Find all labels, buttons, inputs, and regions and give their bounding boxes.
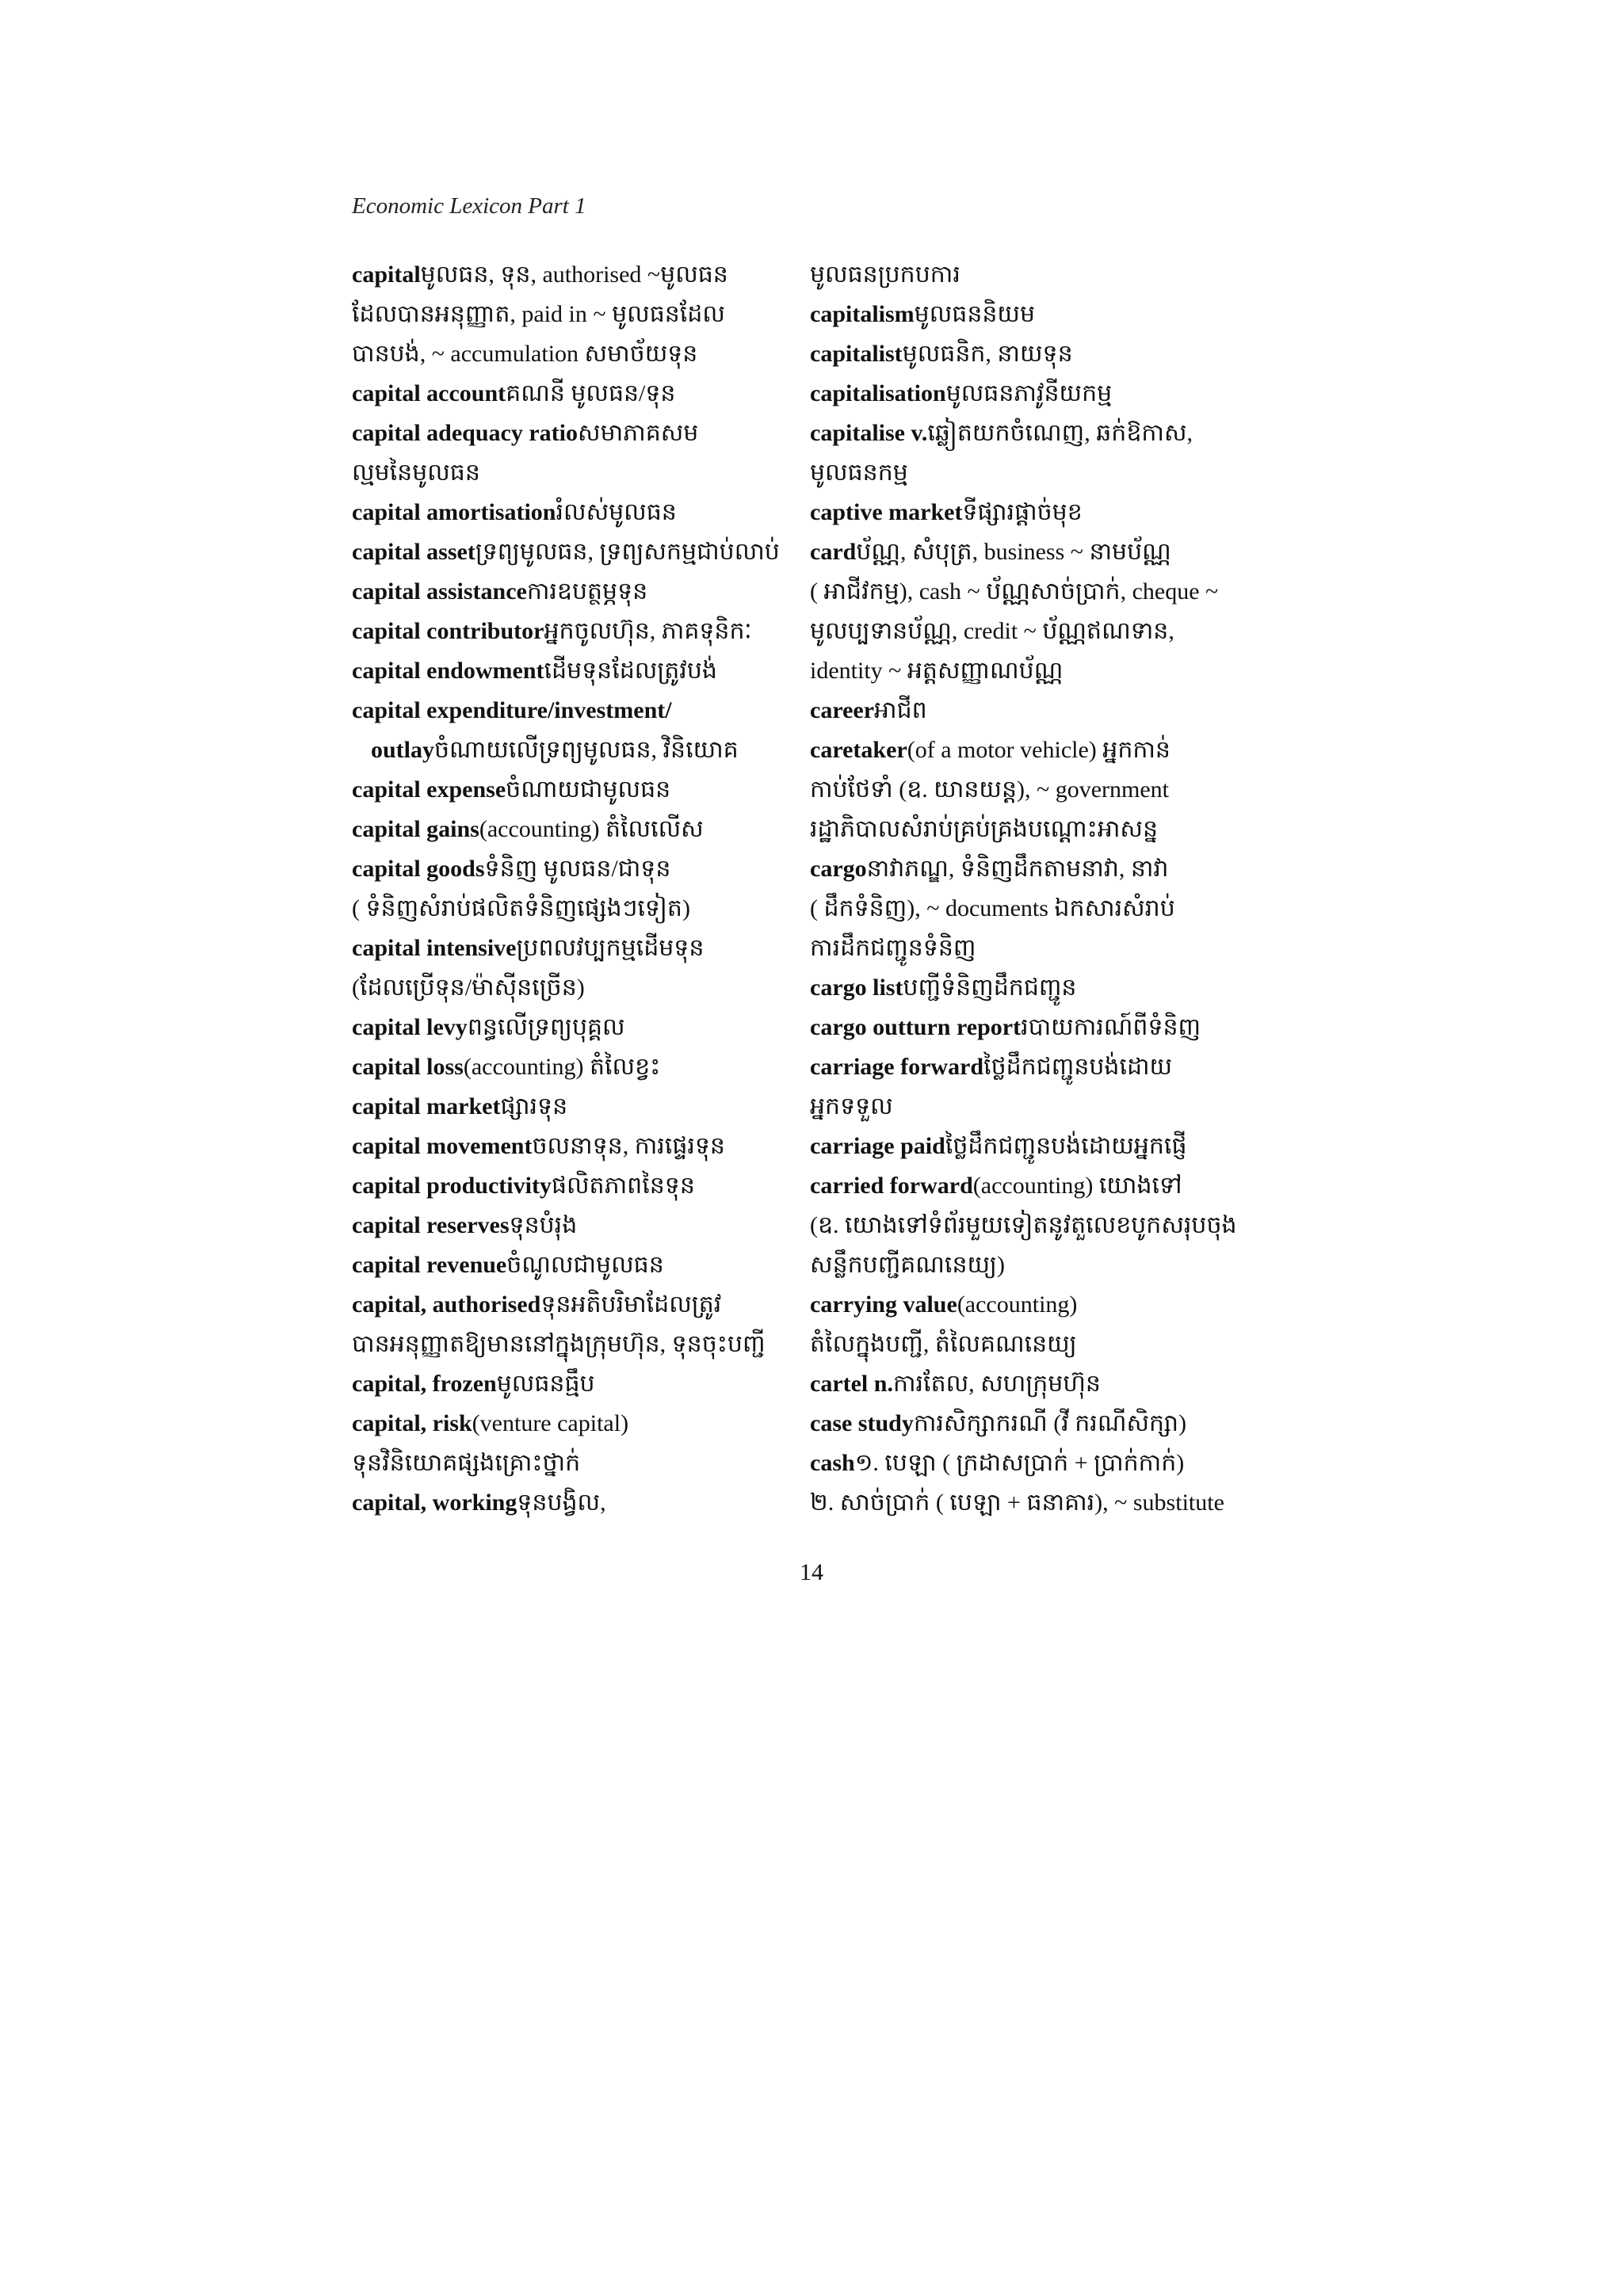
entry-line bbox=[810, 1404, 1285, 1444]
entry-headword: capitalise v. bbox=[810, 420, 928, 446]
entry-headword: carriage paid bbox=[810, 1133, 945, 1159]
entry-definition: មូលប្បទានប័ណ្ណ, credit ~ ប័ណ្ណឥណទាន, bbox=[810, 618, 1174, 644]
dictionary-entry bbox=[352, 1206, 796, 1245]
dictionary-entry bbox=[352, 691, 796, 770]
entry-headword: capital assistance bbox=[352, 578, 527, 605]
entry-definition: មូលធនកម្ម bbox=[810, 460, 908, 486]
entry-definition: ប័ណ្ណ, សំបុត្រ, business ~ នាមប័ណ្ណ bbox=[856, 539, 1171, 565]
entry-line bbox=[352, 1166, 796, 1206]
entry-headword: cargo outturn report bbox=[810, 1014, 1022, 1040]
dictionary-entry bbox=[352, 1245, 796, 1285]
entry-line bbox=[352, 1444, 796, 1483]
entry-definition: ល្មមនៃមូលធន bbox=[352, 460, 480, 486]
entry-line bbox=[352, 1008, 796, 1047]
dictionary-entry bbox=[352, 374, 796, 414]
entry-line bbox=[810, 255, 1285, 295]
entry-definition: ទ្រព្យមូលធន, ទ្រព្យសកម្មជាប់លាប់ bbox=[475, 539, 780, 565]
entry-line bbox=[810, 889, 1285, 929]
entry-definition: (accounting) តំលៃខ្វះ bbox=[463, 1054, 661, 1080]
entry-line bbox=[810, 651, 1285, 691]
entry-line bbox=[810, 1206, 1285, 1245]
running-title: Economic Lexicon Part 1 bbox=[352, 193, 586, 219]
entry-line bbox=[810, 770, 1285, 810]
entry-line bbox=[810, 1166, 1285, 1206]
entry-definition: ដែលបានអនុញ្ញាត, paid in ~ មូលធនដែល bbox=[352, 301, 725, 327]
entry-definition: ១. បេឡា ( ក្រដាសប្រាក់ + ប្រាក់កាក់) bbox=[854, 1450, 1185, 1476]
entry-headword: capitalist bbox=[810, 341, 903, 367]
entry-line bbox=[352, 1285, 796, 1325]
entry-definition: identity ~ អត្តសញ្ញាណប័ណ្ណ bbox=[810, 658, 1064, 684]
dictionary-entry bbox=[810, 1166, 1285, 1285]
dictionary-entry bbox=[352, 493, 796, 532]
entry-definition: មូលធនភាវូនីយកម្ម bbox=[945, 380, 1113, 406]
entry-line bbox=[352, 572, 796, 612]
entry-headword: cartel n. bbox=[810, 1371, 893, 1397]
entry-headword: capital amortisation bbox=[352, 499, 556, 525]
entry-definition: ការដឹកជញ្ជូនទំនិញ bbox=[810, 935, 976, 961]
entry-headword: carriage forward bbox=[810, 1054, 984, 1080]
entry-definition: សមាភាគសម bbox=[578, 420, 699, 446]
entry-definition: ទុនបង្វិល, bbox=[517, 1489, 606, 1516]
entry-headword: capital productivity bbox=[352, 1173, 552, 1199]
entry-definition: មូលធនប្រកបការ bbox=[810, 261, 960, 288]
left-column bbox=[352, 255, 796, 1523]
entry-line bbox=[352, 929, 796, 968]
entry-line bbox=[810, 612, 1285, 651]
entry-line bbox=[352, 334, 796, 374]
entry-line bbox=[810, 1285, 1285, 1325]
dictionary-entry bbox=[352, 1008, 796, 1047]
entry-headword: capital reserves bbox=[352, 1212, 510, 1238]
entry-headword: capital, frozen bbox=[352, 1371, 497, 1397]
entry-line bbox=[352, 651, 796, 691]
entry-line bbox=[352, 691, 796, 730]
entry-line bbox=[352, 453, 796, 493]
entry-line bbox=[352, 295, 796, 334]
entry-definition: អ្នកទទួល bbox=[810, 1093, 893, 1119]
dictionary-entry bbox=[810, 1444, 1285, 1523]
dictionary-entry bbox=[810, 1008, 1285, 1047]
entry-line bbox=[352, 1483, 796, 1523]
right-column bbox=[810, 255, 1285, 1523]
entry-line bbox=[810, 1047, 1285, 1087]
dictionary-entry bbox=[352, 414, 796, 493]
entry-line bbox=[810, 1008, 1285, 1047]
dictionary-entry bbox=[810, 295, 1285, 334]
entry-headword: card bbox=[810, 539, 857, 565]
entry-line bbox=[352, 532, 796, 572]
entry-headword: capital revenue bbox=[352, 1252, 507, 1278]
entry-line bbox=[352, 255, 796, 295]
entry-definition: ការឧបត្ថម្ភទុន bbox=[526, 578, 648, 605]
entry-definition: ទីផ្សារផ្តាច់មុខ bbox=[962, 499, 1083, 525]
entry-definition: ប្រពលវប្បកម្មដើមទុន bbox=[516, 935, 705, 961]
entry-headword: capital goods bbox=[352, 856, 485, 882]
entry-definition: ( ដឹកទំនិញ), ~ documents ឯកសារសំរាប់ bbox=[810, 895, 1175, 921]
entry-line bbox=[352, 374, 796, 414]
entry-definition: រំលស់មូលធន bbox=[556, 499, 677, 525]
entry-headword: captive market bbox=[810, 499, 963, 525]
entry-definition: តំលៃក្នុងបញ្ជី, តំលៃគណនេយ្យ bbox=[810, 1331, 1077, 1357]
entry-line bbox=[352, 1245, 796, 1285]
entry-definition: (venture capital) bbox=[472, 1410, 629, 1436]
entry-definition: ទុនបំរុង bbox=[509, 1212, 578, 1238]
entry-definition: (of a motor vehicle) អ្នកកាន់ bbox=[907, 737, 1170, 763]
entry-line bbox=[810, 1245, 1285, 1285]
entry-line bbox=[352, 1206, 796, 1245]
entry-definition: កាប់ថែទាំ (ឧ. យានយន្ត), ~ government bbox=[810, 776, 1170, 803]
entry-line bbox=[352, 889, 796, 929]
dictionary-entry bbox=[810, 493, 1285, 532]
entry-line bbox=[810, 1444, 1285, 1483]
entry-definition: សន្លឹកបញ្ជីគណនេយ្យ) bbox=[810, 1252, 1005, 1278]
entry-line bbox=[352, 1404, 796, 1444]
entry-definition: អាជីព bbox=[874, 697, 927, 723]
entry-headword: capital loss bbox=[352, 1054, 464, 1080]
entry-headword: cash bbox=[810, 1450, 855, 1476]
entry-line bbox=[352, 612, 796, 651]
entry-line bbox=[810, 453, 1285, 493]
entry-definition: (ឧ. យោងទៅទំព័រមួយទៀតនូវតួលេខបូកសរុបចុង bbox=[810, 1212, 1237, 1238]
entry-line bbox=[810, 295, 1285, 334]
entry-headword: capital market bbox=[352, 1093, 501, 1119]
entry-definition: រដ្ឋាភិបាលសំរាប់គ្រប់គ្រងបណ្តោះអាសន្ន bbox=[810, 816, 1159, 842]
entry-headword: carrying value bbox=[810, 1291, 957, 1318]
entry-headword: capitalisation bbox=[810, 380, 946, 406]
entry-definition: ការសិក្សាករណី (វី ករណីសិក្សា) bbox=[913, 1410, 1187, 1436]
entry-definition: គណនី មូលធន/ទុន bbox=[506, 380, 676, 406]
dictionary-entry bbox=[352, 929, 796, 1008]
entry-definition: ការតែល, សហក្រុមហ៊ុន bbox=[892, 1371, 1101, 1397]
entry-line bbox=[810, 691, 1285, 730]
entry-headword: capital expenditure/investment/ bbox=[352, 697, 672, 723]
dictionary-entry bbox=[352, 1127, 796, 1166]
dictionary-entry bbox=[352, 1047, 796, 1087]
entry-definition: ពន្ធលើទ្រព្យបុគ្គល bbox=[467, 1014, 625, 1040]
entry-headword: capital intensive bbox=[352, 935, 517, 961]
dictionary-entry bbox=[352, 532, 796, 572]
dictionary-entry bbox=[810, 255, 1285, 295]
entry-definition: នាវាភណ្ឌ, ទំនិញដឹកតាមនាវា, នាវា bbox=[866, 856, 1169, 882]
entry-definition: (accounting) តំលៃលើស bbox=[479, 816, 704, 842]
dictionary-entry bbox=[810, 1285, 1285, 1364]
dictionary-entry bbox=[810, 968, 1285, 1008]
entry-definition: ទំនិញ មូលធន/ជាទុន bbox=[484, 856, 671, 882]
entry-line bbox=[810, 572, 1285, 612]
dictionary-entry bbox=[352, 1483, 796, 1523]
entry-line bbox=[810, 532, 1285, 572]
entry-definition: ២. សាច់ប្រាក់ ( បេឡា + ធនាគារ), ~ substitute bbox=[810, 1489, 1224, 1516]
dictionary-entry bbox=[352, 810, 796, 849]
page-number: 14 bbox=[800, 1559, 823, 1585]
entry-line bbox=[810, 1087, 1285, 1127]
entry-definition: (accounting) bbox=[957, 1291, 1078, 1318]
entry-line bbox=[352, 1364, 796, 1404]
entry-headword: capital contributor bbox=[352, 618, 544, 644]
entry-line bbox=[810, 334, 1285, 374]
entry-headword: capital adequacy ratio bbox=[352, 420, 578, 446]
entry-headword: capital account bbox=[352, 380, 506, 406]
entry-definition: បានបង់, ~ accumulation សមាច័យទុន bbox=[352, 341, 698, 367]
entry-line bbox=[352, 1325, 796, 1364]
entry-line bbox=[352, 414, 796, 453]
entry-headword: caretaker bbox=[810, 737, 907, 763]
entry-definition: ( អាជីវកម្ម), cash ~ ប័ណ្ណសាច់ប្រាក់, cheque ~ bbox=[810, 578, 1219, 605]
entry-definition: មូលធនធ្មឹប bbox=[496, 1371, 595, 1397]
dictionary-entry bbox=[810, 532, 1285, 691]
entry-headword: carried forward bbox=[810, 1173, 973, 1199]
dictionary-entry bbox=[352, 1364, 796, 1404]
entry-headword: capital endowment bbox=[352, 658, 544, 684]
entry-line bbox=[352, 968, 796, 1008]
entry-headword: capital, authorised bbox=[352, 1291, 541, 1318]
entry-line bbox=[810, 810, 1285, 849]
dictionary-entry bbox=[810, 1047, 1285, 1127]
entry-line bbox=[352, 770, 796, 810]
entry-line bbox=[352, 849, 796, 889]
dictionary-entry bbox=[810, 1404, 1285, 1444]
entry-line bbox=[810, 1364, 1285, 1404]
dictionary-entry bbox=[810, 1127, 1285, 1166]
entry-definition: ចំណូលជាមូលធន bbox=[506, 1252, 664, 1278]
dictionary-entry bbox=[352, 1166, 796, 1206]
entry-headword: capital, working bbox=[352, 1489, 517, 1516]
entry-line bbox=[810, 1483, 1285, 1523]
entry-definition: ថ្លៃដឹកជញ្ជូនបង់ដោយ bbox=[983, 1054, 1173, 1080]
entry-definition: ចំណាយជាមូលធន bbox=[506, 776, 671, 803]
entry-line bbox=[810, 374, 1285, 414]
dictionary-entry bbox=[352, 1087, 796, 1127]
dictionary-entry bbox=[352, 651, 796, 691]
entry-line bbox=[352, 730, 796, 770]
dictionary-entry bbox=[352, 849, 796, 929]
entry-definition: (accounting) យោងទៅ bbox=[972, 1173, 1182, 1199]
dictionary-entry bbox=[810, 849, 1285, 968]
entry-headword: capital asset bbox=[352, 539, 475, 565]
entry-headword: capitalism bbox=[810, 301, 915, 327]
entry-definition: ផលិតភាពនៃទុន bbox=[551, 1173, 695, 1199]
entry-headword: cargo bbox=[810, 856, 867, 882]
dictionary-entry bbox=[810, 1364, 1285, 1404]
entry-line bbox=[352, 1047, 796, 1087]
entry-headword: capital gains bbox=[352, 816, 479, 842]
entry-headword: outlay bbox=[371, 737, 435, 763]
entry-line bbox=[810, 1325, 1285, 1364]
entry-line bbox=[810, 968, 1285, 1008]
dictionary-entry bbox=[810, 691, 1285, 730]
entry-definition: បានអនុញ្ញាតឱ្យមាននៅក្នុងក្រុមហ៊ុន, ទុនចុះបញ្ជី bbox=[352, 1331, 766, 1357]
entry-definition: មូលធន, ទុន, authorised ~មូលធន bbox=[420, 261, 728, 288]
dictionary-entry bbox=[352, 255, 796, 374]
entry-definition: ទុនវិនិយោគផ្សងគ្រោះថ្នាក់ bbox=[352, 1450, 581, 1476]
entry-line bbox=[810, 929, 1285, 968]
dictionary-entry bbox=[352, 1404, 796, 1483]
dictionary-entry bbox=[810, 334, 1285, 374]
entry-definition: ផ្សារទុន bbox=[500, 1093, 568, 1119]
entry-definition: ចំណាយលើទ្រព្យមូលធន, វិនិយោគ bbox=[434, 737, 739, 763]
entry-line bbox=[810, 414, 1285, 453]
entry-definition: មូលធននិយម bbox=[914, 301, 1036, 327]
dictionary-entry bbox=[810, 374, 1285, 414]
entry-definition: មូលធនិក, នាយទុន bbox=[902, 341, 1073, 367]
dictionary-entry bbox=[352, 770, 796, 810]
entry-headword: career bbox=[810, 697, 875, 723]
entry-definition: ឆ្លៀតយកចំណេញ, ឆក់ឱកាស, bbox=[927, 420, 1193, 446]
entry-headword: capital levy bbox=[352, 1014, 468, 1040]
entry-line bbox=[352, 493, 796, 532]
entry-line bbox=[810, 1127, 1285, 1166]
entry-headword: capital bbox=[352, 261, 421, 288]
entry-definition: (ដែលប្រើទុន/ម៉ាស៊ីនច្រើន) bbox=[352, 974, 585, 1001]
entry-definition: ទុនអតិបរិមាដែលត្រូវ bbox=[540, 1291, 722, 1318]
entry-headword: capital movement bbox=[352, 1133, 533, 1159]
entry-line bbox=[352, 1087, 796, 1127]
dictionary-entry bbox=[352, 612, 796, 651]
entry-definition: អ្នកចូលហ៊ុន, ភាគទុនិកៈ bbox=[544, 618, 752, 644]
dictionary-entry bbox=[352, 1285, 796, 1364]
entry-definition: ដើមទុនដែលត្រូវបង់ bbox=[544, 658, 717, 684]
entry-line bbox=[352, 810, 796, 849]
entry-definition: របាយការណ៍ពីទំនិញ bbox=[1021, 1014, 1201, 1040]
entry-headword: capital, risk bbox=[352, 1410, 472, 1436]
dictionary-entry bbox=[352, 572, 796, 612]
entry-definition: ( ទំនិញសំរាប់ផលិតទំនិញផ្សេងៗទៀត) bbox=[352, 895, 690, 921]
entry-definition: បញ្ជីទំនិញដឹកជញ្ជូន bbox=[903, 974, 1077, 1001]
entry-headword: capital expense bbox=[352, 776, 506, 803]
entry-line bbox=[810, 730, 1285, 770]
dictionary-entry bbox=[810, 414, 1285, 493]
dictionary-entry bbox=[810, 730, 1285, 849]
entry-headword: cargo list bbox=[810, 974, 903, 1001]
entry-line bbox=[810, 849, 1285, 889]
entry-definition: ថ្លៃដឹកជញ្ជូនបង់ដោយអ្នកផ្ញើ bbox=[945, 1133, 1187, 1159]
entry-definition: ចលនាទុន, ការផ្ទេរទុន bbox=[532, 1133, 725, 1159]
entry-headword: case study bbox=[810, 1410, 914, 1436]
entry-line bbox=[352, 1127, 796, 1166]
entry-line bbox=[810, 493, 1285, 532]
